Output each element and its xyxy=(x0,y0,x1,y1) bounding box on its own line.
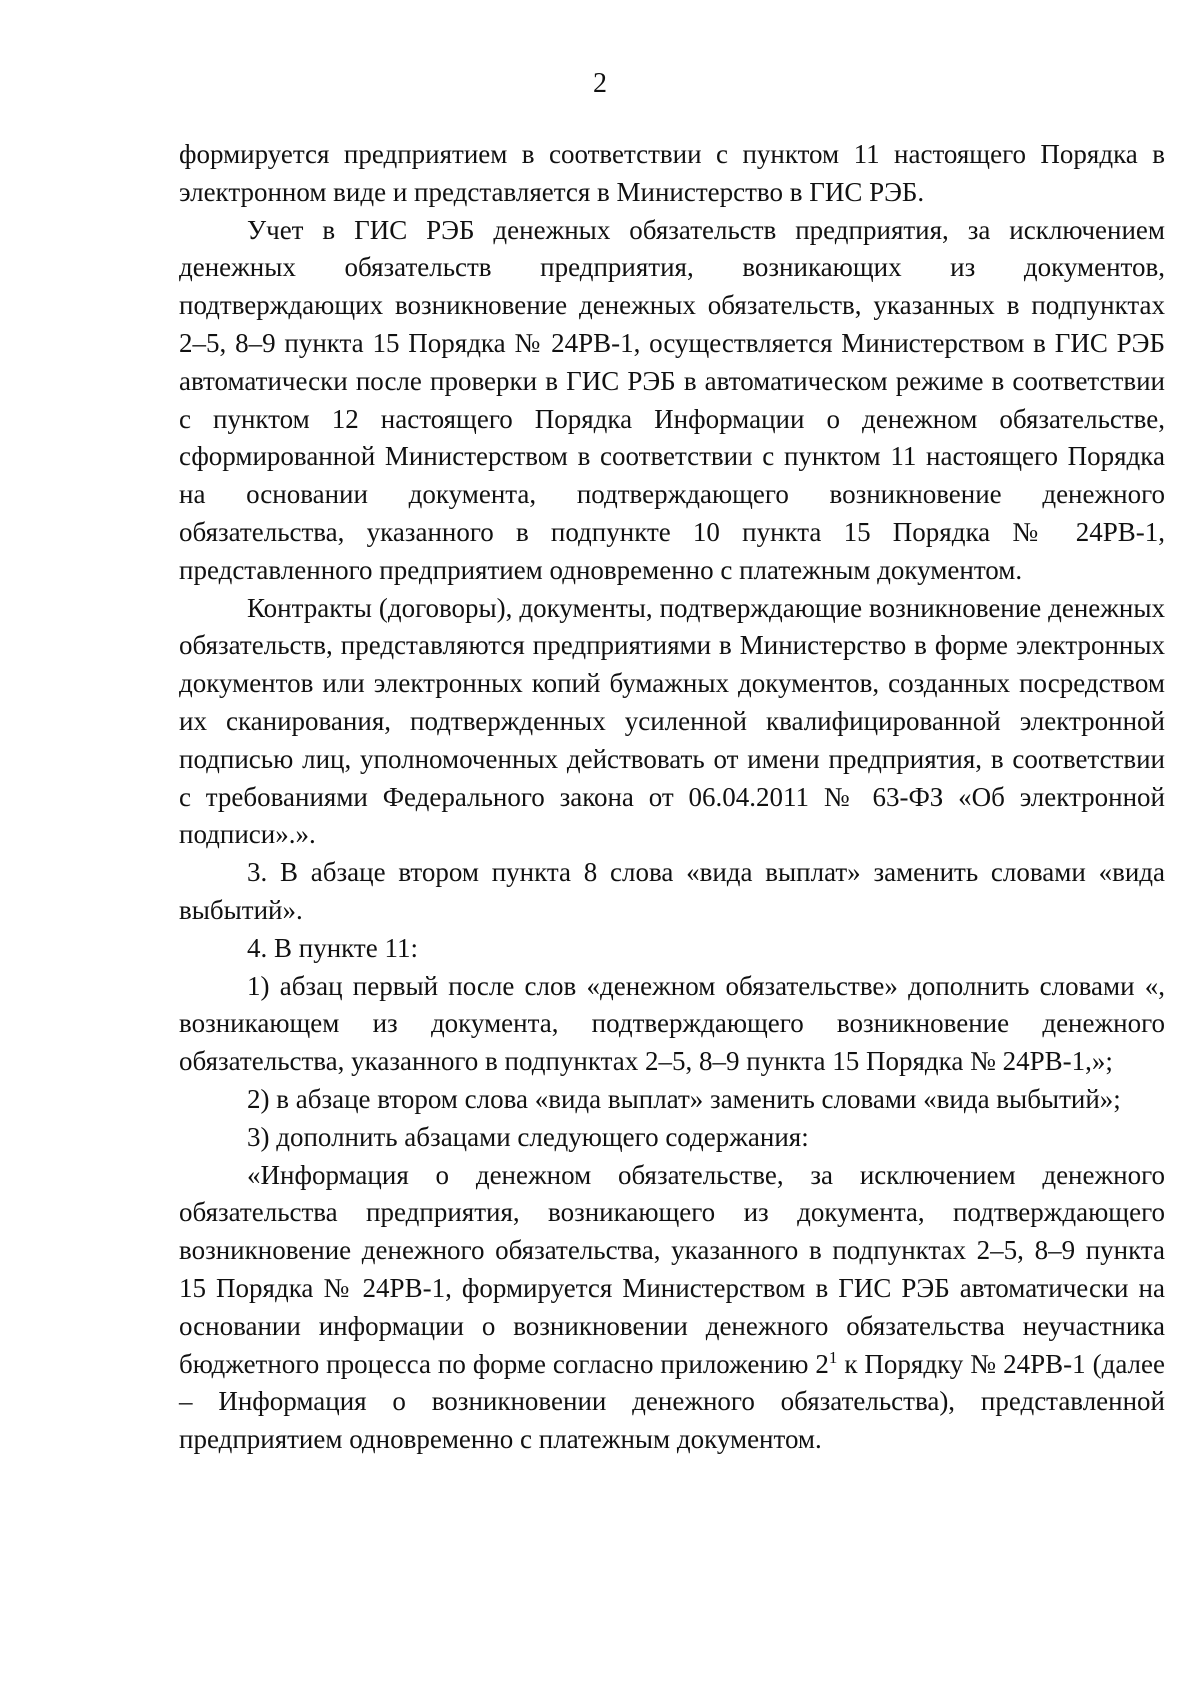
page-number: 2 xyxy=(593,68,607,99)
appendix-superscript: 1 xyxy=(828,1347,838,1367)
paragraph-item-3: 3. В абзаце втором пункта 8 слова «вида выплат» заменить словами «вида выбытий». xyxy=(179,857,1165,925)
paragraph-subitem-2: 2) в абзаце втором слова «вида выплат» заменить словами «вида выбытий»; xyxy=(247,1083,1121,1114)
information-text-start: «Информация о денежном обязательстве, за исключением денежного обязательства предприятия, возникающего из документа, подтверждающего возникновение денежного обязательства, указанного в подпунктах 2–5, 8–9 пункта 15 Порядка № 24РВ-1, формируется Министерством в ГИС РЭБ автоматически на основании информации о возникновении денежного обязательства неучастника бюджетного процесса по форме согласно приложению 2 xyxy=(179,1159,1165,1379)
paragraph-accounting: Учет в ГИС РЭБ денежных обязательств предприятия, за исключением денежных обязательств предприятия, возникающих из документов, подтверждающих возникновение денежных обязательств, указанных в подпунктах 2–5, 8–9 пункта 15 Порядка № 24РВ-1, осуществляется Министерством в ГИС РЭБ автоматически после проверки в ГИС РЭБ в автоматическом режиме в соответствии с пунктом 12 настоящего Порядка Информации о денежном обязательстве, сформированной Министерством в соответствии с пунктом 11 настоящего Порядка на основании документа, подтверждающего возникновение денежного обязательства, указанного в подпункте 10 пункта 15 Порядка № 24РВ-1, представленного предприятием одновременно с платежным документом. xyxy=(179,214,1165,585)
paragraph-subitem-3: 3) дополнить абзацами следующего содержания: xyxy=(247,1121,809,1152)
paragraph-contracts: Контракты (договоры), документы, подтверждающие возникновение денежных обязательств, представляются предприятиями в Министерство в форме электронных документов или электронных копий бумажных документов, созданных посредством их сканирования, подтвержденных усиленной квалифицированной электронной подписью лиц, уполномоченных действовать от имени предприятия, в соответствии с требованиями Федерального закона от 06.04.2011 № 63-ФЗ «Об электронной подписи».». xyxy=(179,592,1165,850)
paragraph-item-4: 4. В пункте 11: xyxy=(247,932,418,963)
paragraph-information xyxy=(179,1157,1165,1459)
paragraph-continuation: формируется предприятием в соответствии с пунктом 11 настоящего Порядка в электронном виде и представляется в Министерство в ГИС РЭБ. xyxy=(179,139,1165,207)
document-body xyxy=(179,136,1165,1459)
paragraph-subitem-1: 1) абзац первый после слов «денежном обязательстве» дополнить словами «, возникающем из документа, подтверждающего возникновение денежного обязательства, указанного в подпунктах 2–5, 8–9 пункта 15 Порядка № 24РВ-1,»; xyxy=(179,970,1165,1077)
information-text-end: к Порядку № 24РВ-1 (далее – Информация о возникновении денежного обязательства), представленной предприятием одновременно с платежным документом. xyxy=(179,1348,1165,1455)
